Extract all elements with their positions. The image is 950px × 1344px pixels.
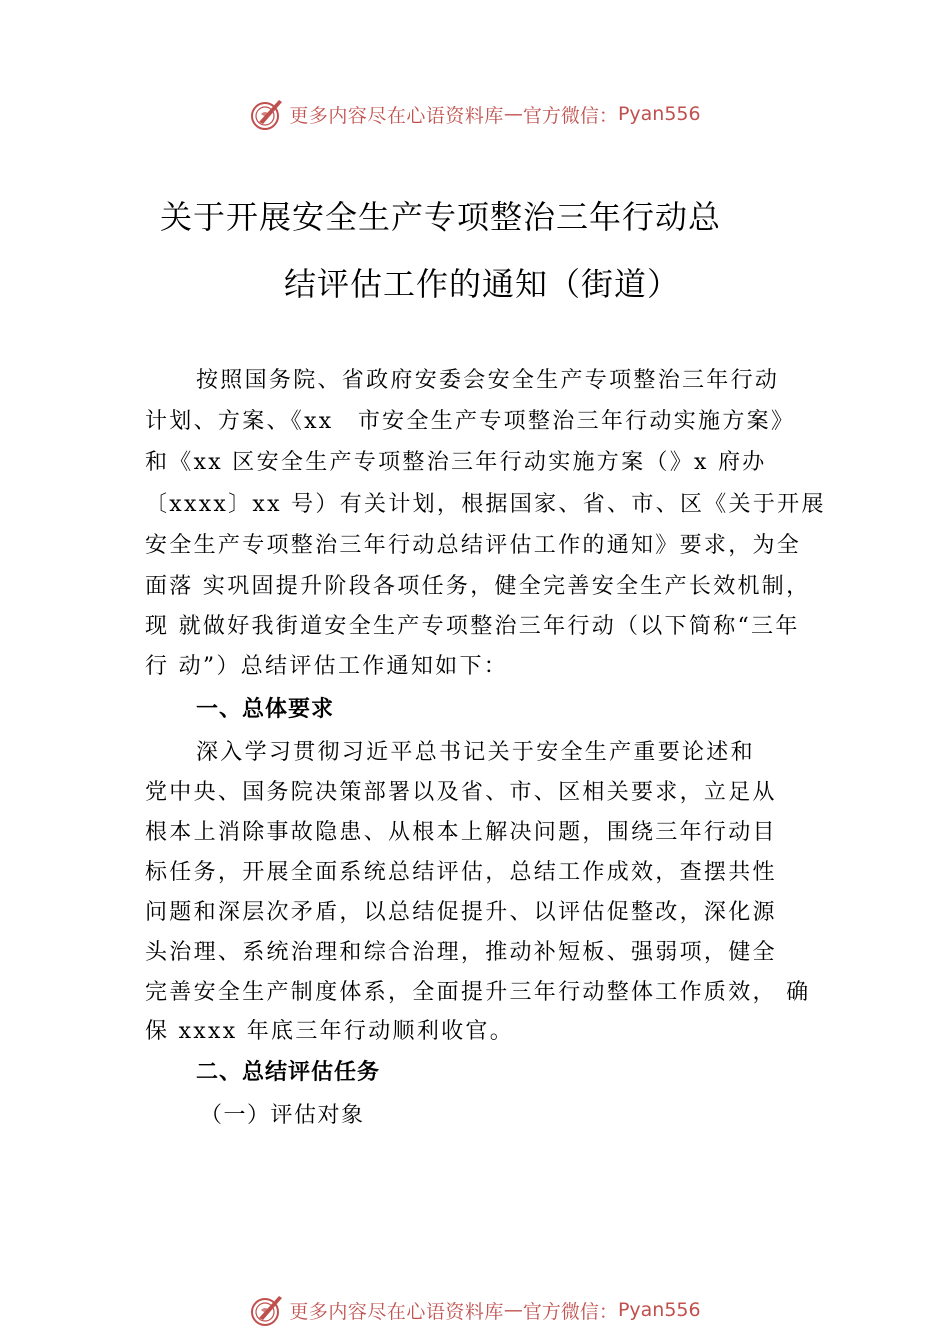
section1-line: 标任务，开展全面系统总结评估，总结工作成效，查摆共性 — [145, 860, 777, 885]
section1-line: 根本上消除事故隐患、从根本上解决问题，围绕三年行动目 — [145, 820, 777, 845]
section-heading-general-requirements: 一、总体要求 — [196, 697, 335, 722]
intro-line: 现 就做好我街道安全生产专项整治三年行动（以下简称“三年 — [145, 614, 800, 639]
section1-line: 问题和深层次矛盾，以总结促提升、以评估促整改，深化源 — [145, 900, 777, 925]
section-heading-evaluation-tasks: 二、总结评估任务 — [196, 1060, 381, 1085]
watermark-contact-id: Pyan556 — [617, 103, 701, 125]
watermark-text: 更多内容尽在心语资料库 — [289, 1300, 504, 1323]
header-watermark — [0, 94, 950, 134]
section1-line: 保 xxxx 年底三年行动顺利收官。 — [145, 1019, 515, 1044]
section1-line: 深入学习贯彻习近平总书记关于安全生产重要论述和 — [196, 740, 755, 765]
footer-watermark — [0, 1290, 950, 1330]
document-title-line-1: 关于开展安全生产专项整治三年行动总 — [160, 198, 722, 236]
intro-line: 按照国务院、省政府安委会安全生产专项整治三年行动 — [196, 368, 780, 393]
watermark-contact-id: Pyan556 — [617, 1299, 701, 1321]
watermark-contact-label: 官方微信： — [522, 1300, 618, 1323]
intro-line: 行 动”）总结评估工作通知如下： — [145, 654, 509, 679]
watermark-separator: — — [503, 1299, 523, 1321]
intro-line: 和《xx 区安全生产专项整治三年行动实施方案（》x 府办 — [145, 450, 767, 475]
intro-line: 〔xxxx〕xx 号）有关计划，根据国家、省、市、区《关于开展 — [145, 492, 826, 517]
document-title-line-2: 结评估工作的通知（街道） — [284, 265, 681, 303]
intro-line: 安全生产专项整治三年行动总结评估工作的通知》要求，为全 — [145, 533, 802, 558]
section1-line: 党中央、国务院决策部署以及省、市、区相关要求，立足从 — [145, 780, 777, 805]
quill-seal-icon — [249, 1292, 285, 1328]
watermark-text: 更多内容尽在心语资料库 — [289, 104, 504, 127]
intro-line: 面落 实巩固提升阶段各项任务，健全完善安全生产长效机制， — [145, 574, 811, 599]
intro-line: 计划、方案、《xx 市安全生产专项整治三年行动实施方案》 — [145, 409, 796, 434]
watermark-contact-label: 官方微信： — [522, 104, 618, 127]
section1-line: 完善安全生产制度体系，全面提升三年行动整体工作质效， 确 — [145, 980, 811, 1005]
watermark-separator: — — [503, 103, 523, 125]
subsection-heading-evaluation-targets: （一）评估对象 — [200, 1103, 365, 1128]
quill-seal-icon — [249, 96, 285, 132]
section1-line: 头治理、系统治理和综合治理，推动补短板、强弱项，健全 — [145, 940, 777, 965]
